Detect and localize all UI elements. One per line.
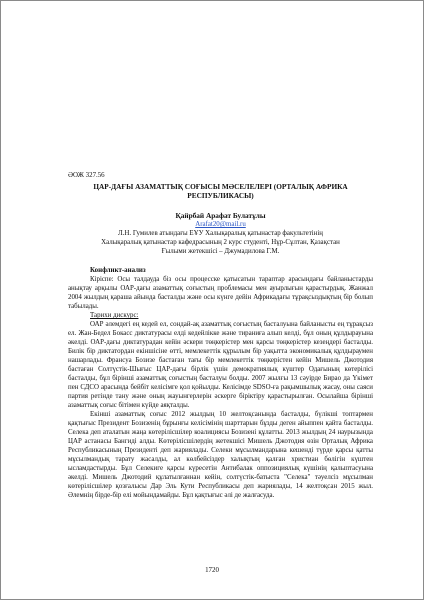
affiliation-line-2: Халықаралық қатынастар кафедрасының 2 курс студенті, Нұр-Сұлтан, Қазақстан [101,239,340,246]
title-line-1: ЦАР-ДАҒЫ АЗАМАТТЫҚ СОҒЫСЫ МӘСЕЛЕЛЕРІ (ОРТАЛЫҚ АФРИКА [93,182,348,191]
history-subheading: Тарихи дискурс: [90,312,139,319]
body-paragraph-1: ОАР әлемдегі ең кедей ел, сондай-ақ азаматтық соғыстың басталуына байланысты ең тұрақсыз ел. Жан-Бедел Бокасс диктатурасы елді кедейлікке және тираниға алып келді, бұл оның құлдырауына әкелді. ОАР-дағы диктатурадан кейін әскери төңкерістер мен қарсы төңкерістер кезеңдері басталды. Билік бір диктатордан екіншісіне өтті, мемлекеттік құрылым бір уақытта экономикалық құлдыраумен нашарлады. Франсуа Бозизе бастаған тағы бір мемлекеттік төңкерістен кейін Мишель Джотодия бастаған Солтүстік-Шығыс ЦАР-дағы бірлік үшін демократиялық күштер Одағының көтерілісі басталды, бұл бірінші азаматтық соғыстың басталуы болды. 2007 жылғы 13 сәуірде Бирао да Үкімет пен СДСО арасында бейбіт келісімге қол қойылды. Келісімде SDSO-ға рақымшылық жасау, оны саяси партия ретінде тану және оның жауынгерлерін әскерге біріктіру қарастырылған. Осылайша бірінші азаматтық соғыс бітімен күйде аяқталды. [68,321,373,409]
author-email-link[interactable]: Arafat20@mail.ru [195,221,246,228]
body-paragraph-2: Екінші азаматтық соғыс 2012 жылдың 10 желтоқсанында басталды, бүлікші топтармен қақтығыс Президент Бозизенің бұрынғы келісімінің шарттарын бұзды деген айыппен қайта басталды. Селека деп аталатын жаңа көтерілісшілер коалициясы Бозизені құлатты. 2013 жылдың 24 наурызында ЦАР астанасы Бангиді алды. Көтерілісшілердің жетекшісі Мишель Джотодия өзін Орталық Африка Республикасының Президенті деп жариялады. Селеки мұсылмандарына кешенді түрде қарсы қатты мұсылмандық тарату жасалды, ал көлбейсіздер халықтың қалған христиан бөлігін күштен ысламдастырды. Бұл Селекиге қарсы күресетін Антибалак оппозициялық күшінің қалыптасуына әкелді. Мишель Джотодий құлатылғаннан кейін, солтүстік-батыста "Селека" тәуелсіз мұсылман көтерілісшілер қозғалысы Дар Эль Кути Республикасы деп жариялады, 14 желтоқсан 2015 жыл. Әлемнің бірде-бір елі мойындамайды. Бұл қақтығыс әлі де жалғасуда. [68,411,373,499]
author-name: Қайрбай Арафат Булатұлы [175,211,266,220]
udc-code: ӘОЖ 327.56 [68,172,105,179]
affiliation-line-1: Л.Н. Гумилев атындағы ЕҰУ Халықаралық қатынастар факультетінің [118,230,323,237]
title-line-2: РЕСПУБЛИКАСЫ) [187,191,254,200]
page-number: 1720 [205,567,219,574]
article-body [68,171,373,500]
article-title [68,182,373,200]
intro-paragraph: Кіріспе: Осы талдауда біз осы процесске қатысатын тараптар арасындағы байланыстарды анықтау арқылы ОАР-дағы азаматтық соғыстың проблемасы мен ауырлығын қарастырдық. Жанжал 2004 жылдың қараша айында басталды және осы күнге дейін Африкадағы тұрақсыздықтың бір болып табылады. [68,276,373,310]
section-heading: Конфликт-анализ [90,267,146,274]
supervisor-line: Ғылыми жетекшісі – Джумадилова Г.М. [161,248,280,255]
